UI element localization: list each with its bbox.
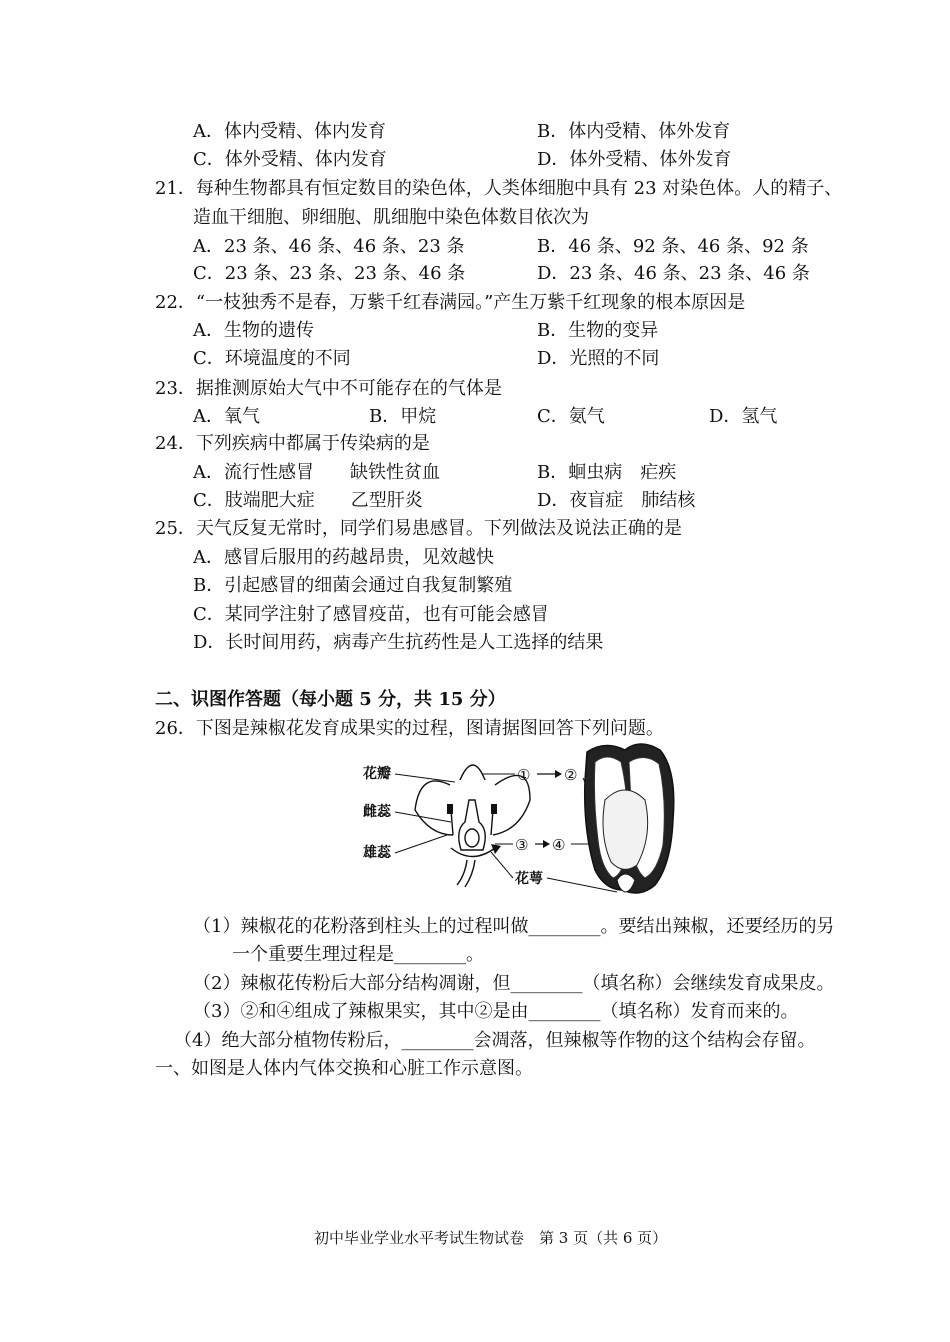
q23-stem: 23．据推测原始大气中不可能存在的气体是 — [155, 378, 502, 399]
label-sepal: 花萼 — [515, 871, 543, 887]
label-3: ③ — [515, 836, 529, 854]
q21-stem-line2: 造血干细胞、卵细胞、肌细胞中染色体数目依次为 — [193, 207, 589, 228]
q24-stem: 24．下列疾病中都属于传染病的是 — [155, 433, 430, 454]
label-2: ② — [564, 766, 578, 784]
q20-option-d: D．体外受精、体外发育 — [537, 149, 732, 170]
label-petal: 花瓣 — [363, 766, 391, 782]
q25-option-a: A．感冒后服用的药越昂贵，见效越快 — [193, 547, 494, 568]
anther-left — [447, 804, 453, 814]
flower-drawing — [415, 765, 530, 887]
anther-right — [491, 804, 497, 814]
q25-option-b: B．引起感冒的细菌会通过自我复制繁殖 — [193, 575, 513, 596]
q22-option-a: A．生物的遗传 — [193, 320, 314, 341]
q22-option-d: D．光照的不同 — [537, 348, 660, 369]
q26-sub2: （2）辣椒花传粉后大部分结构凋谢，但________（填名称）会继续发育成果皮。 — [193, 973, 835, 994]
arrow-3-4-head — [543, 840, 550, 848]
q21-option-d: D．23 条、46 条、23 条、46 条 — [537, 263, 810, 284]
leader-stamen — [395, 835, 447, 853]
q23-option-a: A．氧气 — [193, 406, 260, 427]
label-1: ① — [517, 766, 531, 784]
q21-option-b: B．46 条、92 条、46 条、92 条 — [537, 236, 809, 257]
q26-sub1-line1: （1）辣椒花的花粉落到柱头上的过程叫做________。要结出辣椒，还要经历的另 — [193, 916, 835, 937]
pepper-flower-diagram — [355, 740, 695, 900]
q26-sub3: （3）②和④组成了辣椒果实，其中②是由________（填名称）发育而来的。 — [193, 1001, 799, 1022]
label-pistil: 雌蕊 — [363, 804, 391, 820]
q24-option-c: C．肢端肥大症 乙型肝炎 — [193, 490, 423, 511]
q20-option-b: B．体内受精、体外发育 — [537, 121, 731, 142]
q26-sub1-line2: 一个重要生理过程是________。 — [232, 944, 484, 965]
section-heading: 二、识图作答题（每小题 5 分，共 15 分） — [155, 689, 506, 710]
arrow-1-2-head — [555, 770, 562, 778]
q25-option-c: C．某同学注射了感冒疫苗，也有可能会感冒 — [193, 604, 549, 625]
q21-option-c: C．23 条、23 条、23 条、46 条 — [193, 263, 466, 284]
leader-sepal-flower — [491, 852, 513, 878]
q23-option-b: B．甲烷 — [369, 406, 437, 427]
page-footer: 初中毕业学业水平考试生物试卷 第 3 页（共 6 页） — [314, 1229, 668, 1247]
q21-stem-line1: 21．每种生物都具有恒定数目的染色体，人类体细胞中具有 23 对染色体。人的精子、 — [155, 178, 843, 199]
q22-option-c: C．环境温度的不同 — [193, 348, 351, 369]
q26-sub4: （4）绝大部分植物传粉后，________会凋落，但辣椒等作物的这个结构会存留。 — [174, 1030, 816, 1051]
q20-option-a: A．体内受精、体内发育 — [193, 121, 386, 142]
q22-stem: 22．“一枝独秀不是春，万紫千红春满园。”产生万紫千红现象的根本原因是 — [155, 292, 746, 313]
q21-option-a: A．23 条、46 条、46 条、23 条 — [193, 236, 465, 257]
q25-option-d: D．长时间用药，病毒产生抗药性是人工选择的结果 — [193, 632, 604, 653]
q20-option-c: C．体外受精、体内发育 — [193, 149, 387, 170]
label-4: ④ — [552, 836, 566, 854]
q24-option-a: A．流行性感冒 缺铁性贫血 — [193, 462, 440, 483]
q23-option-c: C．氨气 — [537, 406, 605, 427]
q27-stem: 一、如图是人体内气体交换和心脏工作示意图。 — [155, 1058, 533, 1079]
pepper-fruit-drawing — [585, 744, 674, 893]
q24-option-b: B．蛔虫病 疟疾 — [537, 462, 677, 483]
leader-petal — [395, 774, 455, 782]
label-stamen: 雄蕊 — [363, 845, 391, 861]
q23-option-d: D．氢气 — [709, 406, 778, 427]
q25-stem: 25．天气反复无常时，同学们易患感冒。下列做法及说法正确的是 — [155, 518, 682, 539]
q24-option-d: D．夜盲症 肺结核 — [537, 490, 696, 511]
q22-option-b: B．生物的变异 — [537, 320, 659, 341]
q26-stem: 26．下图是辣椒花发育成果实的过程，图请据图回答下列问题。 — [155, 718, 664, 739]
